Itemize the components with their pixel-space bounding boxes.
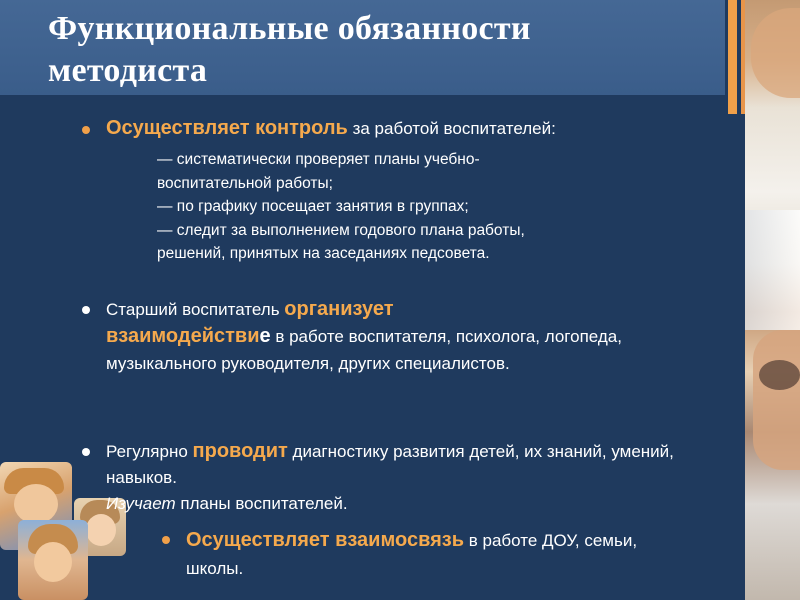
bullet-text: планы воспитателей. (175, 494, 348, 513)
sub-line: решений, принятых на заседаниях педсовета. (157, 245, 490, 262)
bullet-organizes (82, 296, 702, 377)
photo-person-shirt (745, 210, 800, 330)
bullet-highlight-2: взаимодействи (106, 325, 260, 347)
bullet-text: за работой воспитателей: (347, 119, 556, 138)
bullet-highlight: проводит (192, 440, 288, 462)
bullet-dot-icon (162, 536, 170, 544)
photo-person-face (751, 8, 800, 98)
bullet-highlight: Осуществляет контроль (106, 117, 348, 139)
bullet-dot-icon (82, 306, 90, 314)
bullet-studies (82, 492, 682, 516)
bullet-text: в работе воспитателя, психолога, логопеда, музыкального руководителя, других специалистов. (106, 327, 622, 373)
bullet-dot-icon (82, 126, 90, 134)
bullet-dot-icon (82, 448, 90, 456)
bullet-conducts (82, 438, 702, 491)
photo-person-face-2 (753, 330, 800, 470)
title-line-2: методиста (48, 52, 208, 89)
bullet-tail-letter: е (259, 325, 271, 347)
bullet-highlight: организует (284, 298, 394, 320)
sub-line: — следит за выполнением годового плана работы, (157, 221, 525, 239)
bullet-text: диагностику развития детей, их знаний, умений, навыков. (106, 442, 674, 487)
bullet-highlight: Осуществляет взаимосвязь (186, 529, 465, 551)
title-line-1: Функциональные обязанности (48, 10, 531, 47)
sub-line: воспитательной работы; (157, 174, 333, 192)
bullet-prefix: Регулярно (106, 442, 193, 461)
bullet-italic: Изучает (106, 494, 176, 513)
photo-person-hair (759, 360, 800, 390)
sub-line: — по графику посещает занятия в группах; (157, 198, 469, 215)
bullet-connects (162, 526, 682, 583)
bullet-control (82, 116, 722, 141)
right-photo-panel (745, 0, 800, 600)
sub-line: — систематически проверяет планы учебно- (157, 151, 480, 168)
bullet-prefix: Старший воспитатель (106, 300, 285, 319)
bullet-text: в работе ДОУ, семьи, школы. (186, 531, 638, 578)
control-sub-list (157, 148, 627, 266)
